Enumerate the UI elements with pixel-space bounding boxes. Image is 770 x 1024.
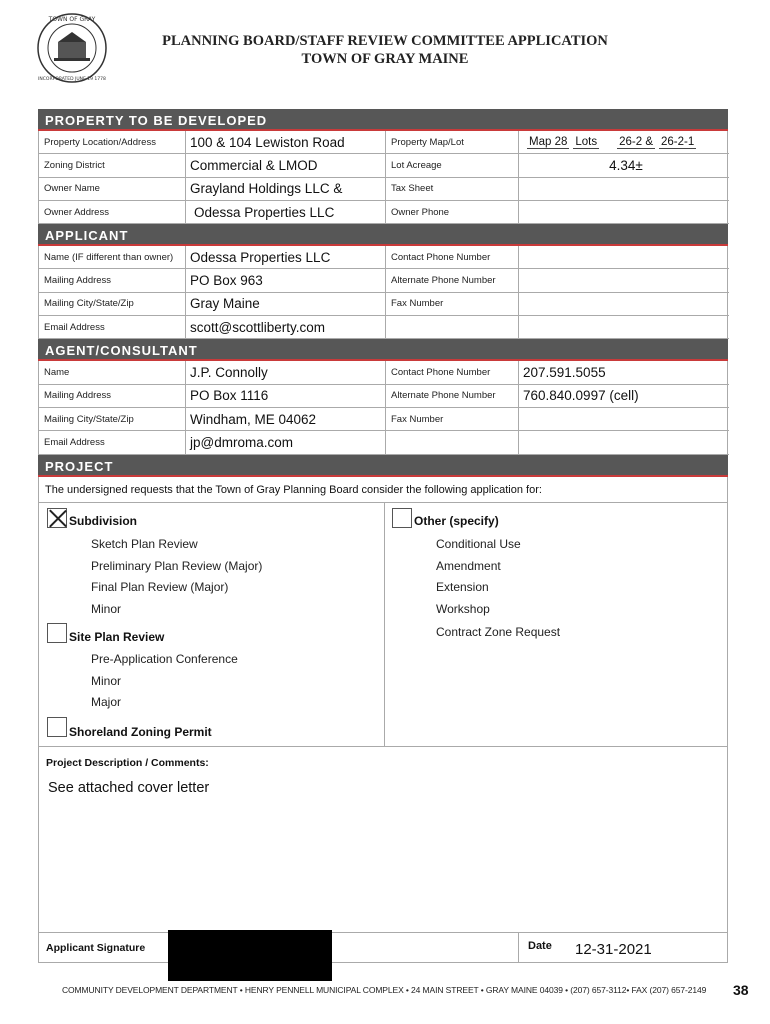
other-checkbox[interactable]	[392, 508, 412, 528]
label-applicant-contact-phone: Contact Phone Number	[386, 246, 519, 269]
map-value: Map 28	[529, 135, 568, 148]
other-option[interactable]: Conditional Use	[436, 536, 521, 551]
label-agent-fax: Fax Number	[386, 408, 519, 431]
field-agent-email[interactable]: jp@dmroma.com	[186, 431, 386, 454]
applicant-signature-label: Applicant Signature	[46, 941, 146, 954]
property-grid	[38, 131, 728, 224]
section-agent-heading: AGENT/CONSULTANT	[38, 339, 728, 361]
shoreland-checkbox[interactable]	[47, 717, 67, 737]
site-plan-option[interactable]: Major	[91, 694, 122, 709]
other-option[interactable]: Workshop	[436, 601, 490, 616]
field-zoning[interactable]: Commercial & LMOD	[186, 154, 386, 177]
label-applicant-city: Mailing City/State/Zip	[39, 293, 186, 316]
blank-field	[519, 316, 729, 339]
town-seal-logo	[36, 12, 108, 84]
label-applicant-fax: Fax Number	[386, 293, 519, 316]
form-title: PLANNING BOARD/STAFF REVIEW COMMITTEE APPLICATION	[162, 33, 608, 49]
field-owner-phone[interactable]	[519, 201, 729, 224]
label-agent-contact-phone: Contact Phone Number	[386, 361, 519, 384]
label-agent-email: Email Address	[39, 431, 186, 454]
subdivision-option[interactable]: Preliminary Plan Review (Major)	[91, 558, 263, 573]
label-applicant-name: Name (IF different than owner)	[39, 246, 186, 269]
field-owner-name[interactable]: Grayland Holdings LLC &	[186, 178, 386, 201]
project-intro-text: The undersigned requests that the Town of Gray Planning Board consider the following application for:	[38, 477, 728, 503]
field-applicant-contact-phone[interactable]	[519, 246, 729, 269]
signature-row	[38, 933, 728, 963]
label-property-location: Property Location/Address	[39, 131, 186, 154]
project-options	[38, 503, 728, 747]
label-applicant-email: Email Address	[39, 316, 186, 339]
field-owner-address[interactable]: Odessa Properties LLC	[186, 201, 386, 224]
field-agent-name[interactable]: J.P. Connolly	[186, 361, 386, 384]
label-applicant-alt-phone: Alternate Phone Number	[386, 269, 519, 292]
field-agent-city[interactable]: Windham, ME 04062	[186, 408, 386, 431]
page-number: 38	[733, 982, 749, 998]
other-option[interactable]: Contract Zone Request	[436, 624, 561, 639]
field-agent-contact-phone[interactable]: 207.591.5055	[519, 361, 729, 384]
section-project-heading: PROJECT	[38, 455, 728, 477]
project-description-label: Project Description / Comments:	[46, 756, 209, 769]
label-owner-phone: Owner Phone	[386, 201, 519, 224]
label-agent-city: Mailing City/State/Zip	[39, 408, 186, 431]
date-value[interactable]: 12-31-2021	[575, 940, 652, 958]
section-property-heading: PROPERTY TO BE DEVELOPED	[38, 109, 728, 131]
field-tax-sheet[interactable]	[519, 178, 729, 201]
site-plan-label: Site Plan Review	[69, 629, 165, 644]
field-lot-acreage[interactable]: 4.34±	[519, 154, 729, 177]
subdivision-label: Subdivision	[69, 513, 138, 528]
project-description-value: See attached cover letter	[48, 779, 210, 796]
column-divider	[384, 503, 385, 746]
blank-field	[519, 431, 729, 454]
label-agent-alt-phone: Alternate Phone Number	[386, 385, 519, 408]
footer-address: COMMUNITY DEVELOPMENT DEPARTMENT • HENRY PENNELL MUNICIPAL COMPLEX • 24 MAIN STREET • GRAY MAINE 04039 • (207) 657-3112• FAX (207) 657-2149	[62, 985, 707, 995]
agent-grid	[38, 361, 728, 454]
other-option[interactable]: Extension	[436, 579, 489, 594]
blank-label	[386, 316, 519, 339]
field-agent-mailing[interactable]: PO Box 1116	[186, 385, 386, 408]
signature-divider	[518, 933, 519, 962]
label-owner-address: Owner Address	[39, 201, 186, 224]
label-agent-name: Name	[39, 361, 186, 384]
subdivision-option[interactable]: Sketch Plan Review	[91, 536, 198, 551]
field-applicant-alt-phone[interactable]	[519, 269, 729, 292]
svg-text:INCORPORATED JUNE 19 1778: INCORPORATED JUNE 19 1778	[38, 77, 106, 82]
lot1-value: 26-2 &	[619, 135, 653, 148]
project-description-box[interactable]	[38, 747, 728, 933]
field-applicant-name[interactable]: Odessa Properties LLC	[186, 246, 386, 269]
label-lot-acreage: Lot Acreage	[386, 154, 519, 177]
label-applicant-mailing: Mailing Address	[39, 269, 186, 292]
svg-text:TOWN OF GRAY: TOWN OF GRAY	[48, 16, 96, 23]
field-applicant-email[interactable]: scott@scottliberty.com	[186, 316, 386, 339]
site-plan-option[interactable]: Pre-Application Conference	[91, 651, 238, 666]
lots-label: Lots	[575, 135, 598, 148]
field-property-maplot[interactable]	[519, 131, 729, 154]
field-applicant-city[interactable]: Gray Maine	[186, 293, 386, 316]
applicant-grid	[38, 246, 728, 339]
other-label: Other (specify)	[414, 513, 499, 528]
other-option[interactable]: Amendment	[436, 558, 501, 573]
label-property-maplot: Property Map/Lot	[386, 131, 519, 154]
blank-label	[386, 431, 519, 454]
label-owner-name: Owner Name	[39, 178, 186, 201]
section-applicant-heading: APPLICANT	[38, 224, 728, 246]
subdivision-option[interactable]: Final Plan Review (Major)	[91, 579, 229, 594]
field-agent-fax[interactable]	[519, 408, 729, 431]
form-subtitle: TOWN OF GRAY MAINE	[301, 51, 469, 67]
label-zoning: Zoning District	[39, 154, 186, 177]
site-plan-checkbox[interactable]	[47, 623, 67, 643]
lot2-value: 26-2-1	[661, 135, 695, 148]
date-label: Date	[528, 939, 552, 952]
field-agent-alt-phone[interactable]: 760.840.0997 (cell)	[519, 385, 729, 408]
subdivision-checkbox[interactable]	[47, 508, 67, 528]
shoreland-label: Shoreland Zoning Permit	[69, 724, 212, 739]
field-applicant-mailing[interactable]: PO Box 963	[186, 269, 386, 292]
field-applicant-fax[interactable]	[519, 293, 729, 316]
redacted-signature	[168, 930, 332, 981]
field-property-location[interactable]: 100 & 104 Lewiston Road	[186, 131, 386, 154]
subdivision-option[interactable]: Minor	[91, 601, 122, 616]
application-form	[38, 109, 728, 963]
label-agent-mailing: Mailing Address	[39, 385, 186, 408]
label-tax-sheet: Tax Sheet	[386, 178, 519, 201]
site-plan-option[interactable]: Minor	[91, 673, 122, 688]
